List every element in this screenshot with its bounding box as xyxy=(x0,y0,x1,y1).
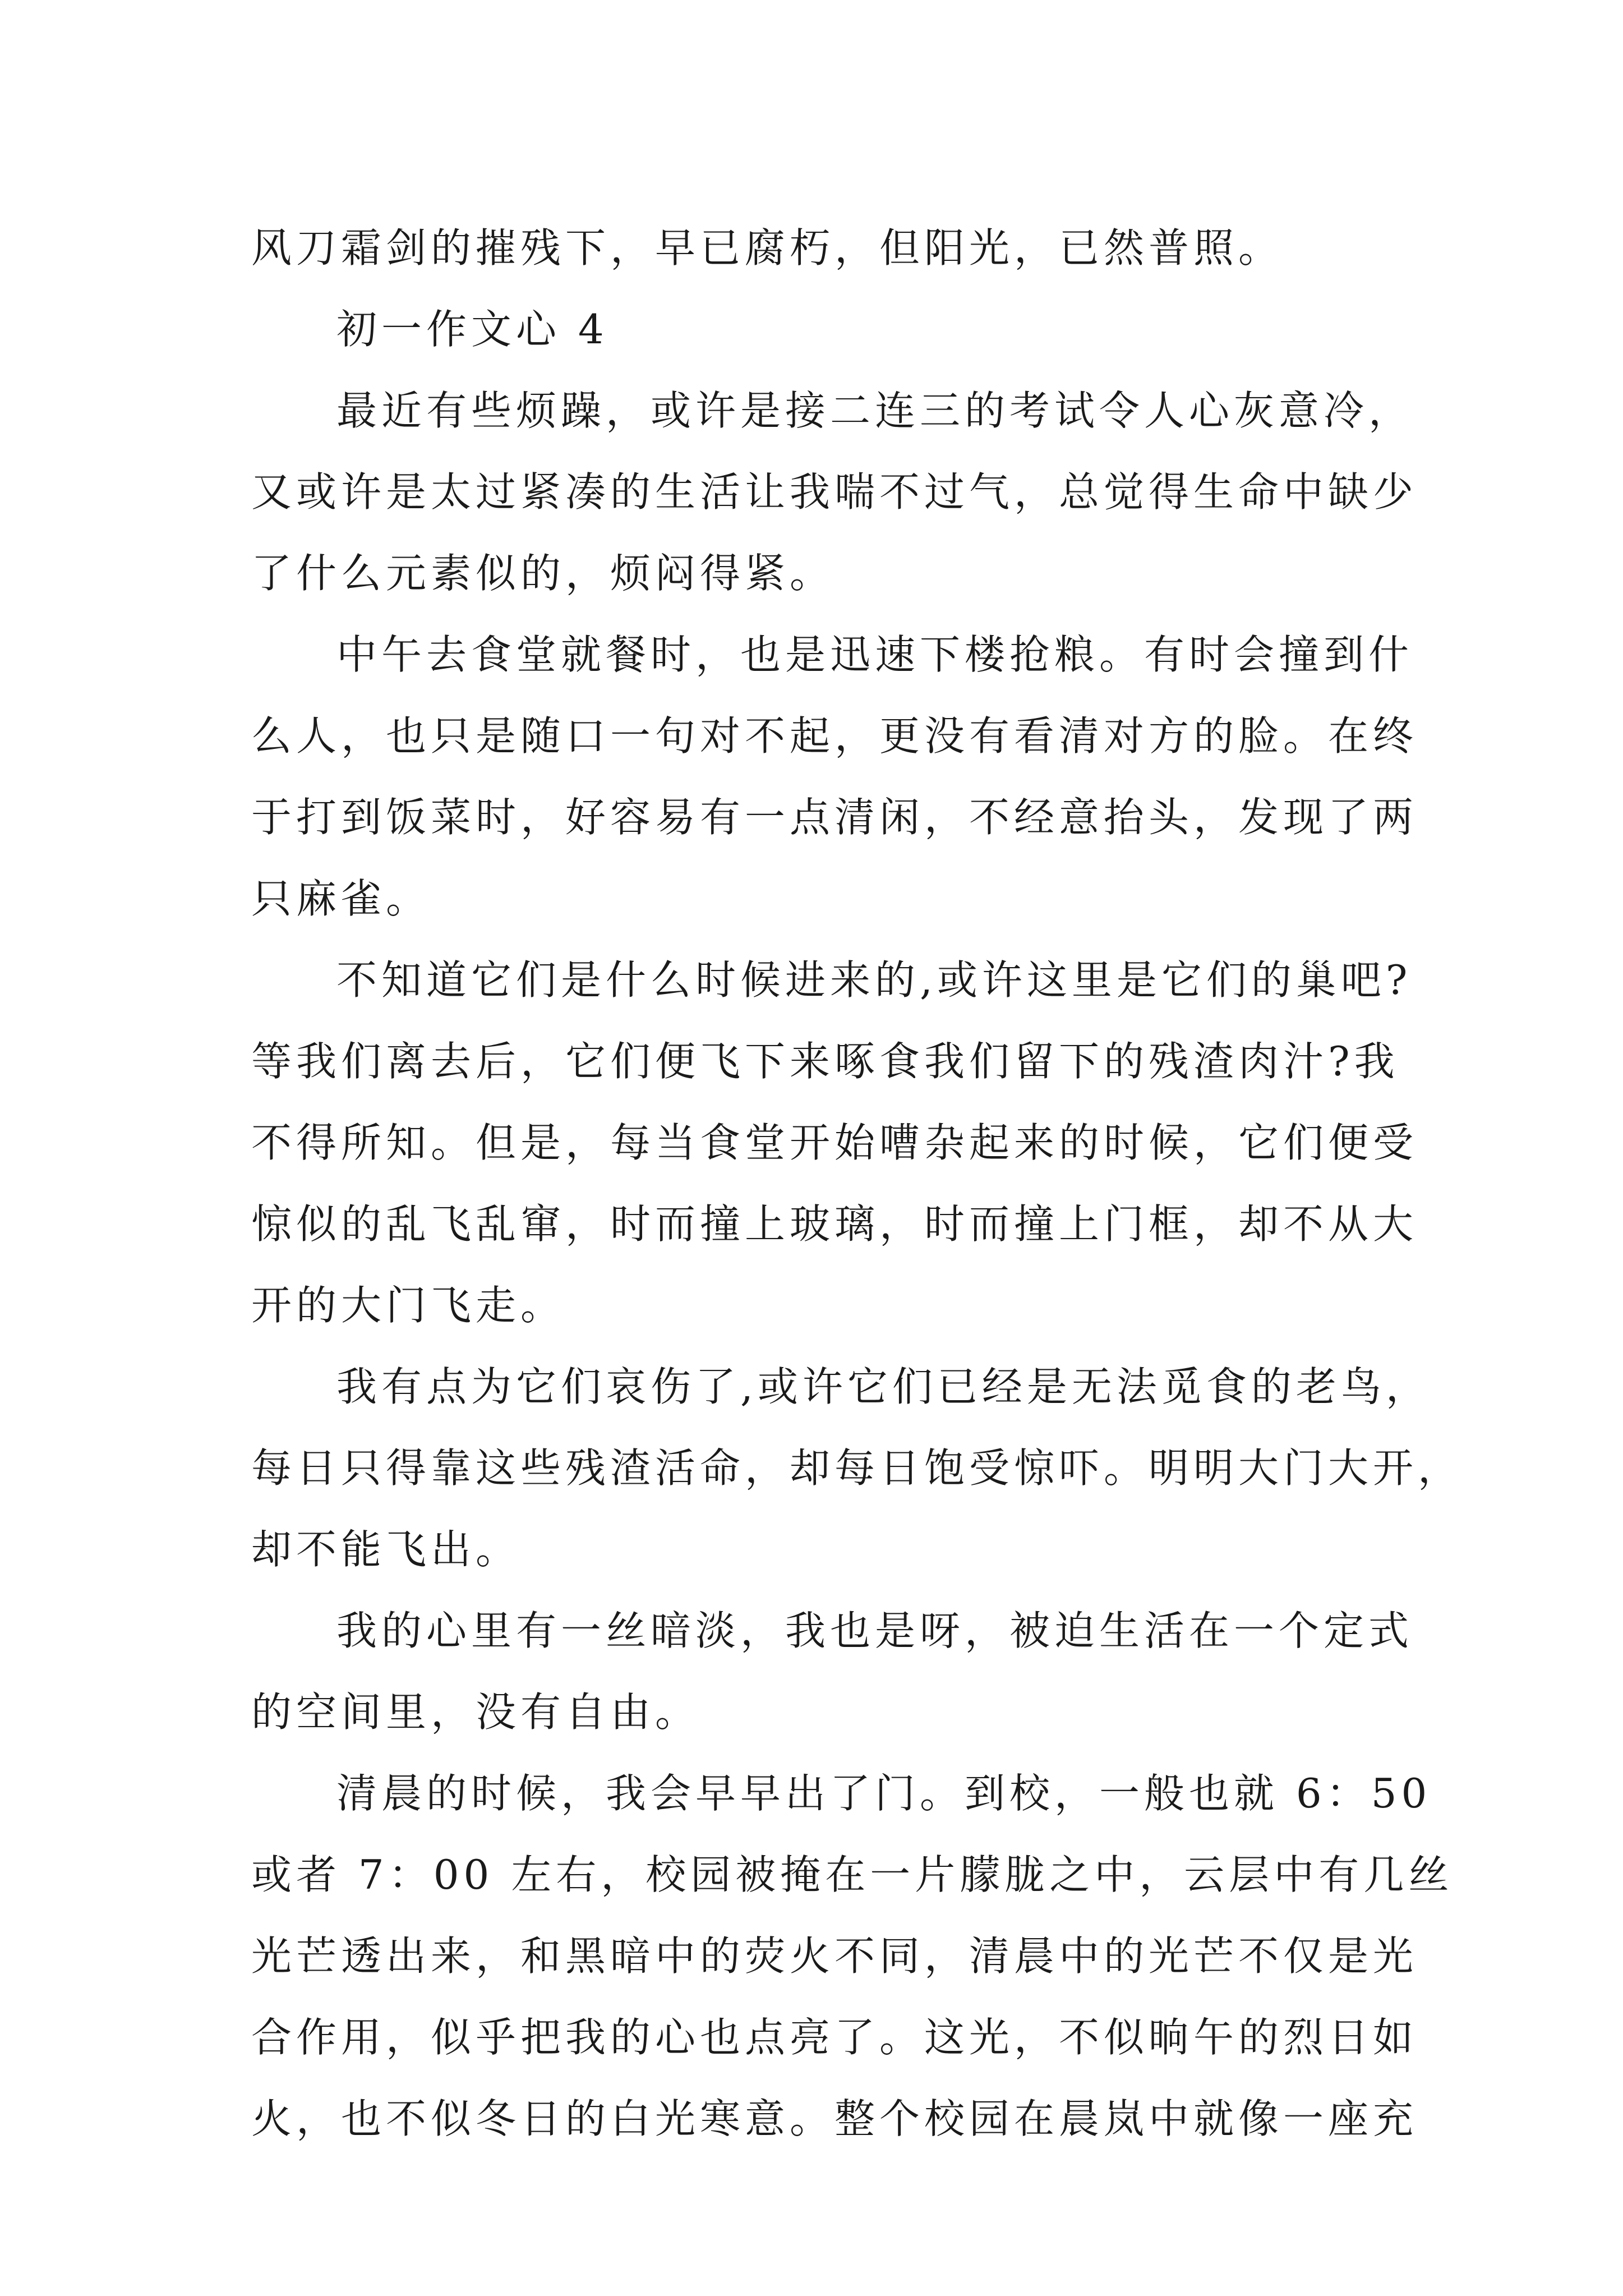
paragraph-line: 清晨的时候，我会早早出了门。到校，一般也就 6：50 xyxy=(336,1770,1432,1817)
paragraph-line: 每日只得靠这些残渣活命，却每日饱受惊吓。明明大门大开， xyxy=(251,1444,1463,1492)
paragraph-line: 么人，也只是随口一句对不起，更没有看清对方的脸。在终 xyxy=(251,712,1418,760)
paragraph-line: 又或许是太过紧凑的生活让我喘不过气，总觉得生命中缺少 xyxy=(251,468,1418,516)
paragraph-line: 只麻雀。 xyxy=(251,875,431,922)
paragraph-line: 不得所知。但是，每当食堂开始嘈杂起来的时候，它们便受 xyxy=(251,1119,1418,1166)
paragraph-line: 合作用，似乎把我的心也点亮了。这光，不似晌午的烈日如 xyxy=(251,2014,1418,2061)
paragraph-2 xyxy=(251,614,1418,940)
paragraph-line: 等我们离去后，它们便飞下来啄食我们留下的残渣肉汁?我 xyxy=(251,1038,1399,1085)
paragraph-3 xyxy=(251,940,1418,1346)
paragraph-line: 了什么元素似的，烦闷得紧。 xyxy=(251,550,835,597)
document-body xyxy=(251,208,1463,2160)
paragraph-line: 光芒透出来，和黑暗中的荧火不同，清晨中的光芒不仅是光 xyxy=(251,1932,1418,1980)
paragraph-1 xyxy=(251,370,1418,614)
paragraph-5 xyxy=(251,1590,1414,1753)
paragraph-line: 火，也不似冬日的白光寒意。整个校园在晨岚中就像一座充 xyxy=(251,2095,1418,2142)
paragraph-line: 不知道它们是什么时候进来的,或许这里是它们的巢吧? xyxy=(336,956,1412,1004)
paragraph-line: 中午去食堂就餐时，也是迅速下楼抢粮。有时会撞到什 xyxy=(336,631,1414,678)
paragraph-line: 于打到饭菜时，好容易有一点清闲，不经意抬头，发现了两 xyxy=(251,794,1418,841)
section-heading: 初一作文心 4 xyxy=(336,306,608,353)
paragraph-line: 却不能飞出。 xyxy=(251,1526,521,1573)
paragraph-line: 的空间里，没有自由。 xyxy=(251,1688,700,1736)
paragraph-4 xyxy=(251,1346,1463,1590)
paragraph-line: 最近有些烦躁，或许是接二连三的考试令人心灰意冷， xyxy=(336,387,1414,434)
paragraph-line: 惊似的乱飞乱窜，时而撞上玻璃，时而撞上门框，却不从大 xyxy=(251,1200,1418,1248)
paragraph-6 xyxy=(251,1753,1454,2160)
fragment-line: 风刀霜剑的摧残下，早已腐朽，但阳光，已然普照。 xyxy=(251,224,1284,272)
paragraph-line: 我的心里有一丝暗淡，我也是呀，被迫生活在一个定式 xyxy=(336,1607,1414,1654)
paragraph-line: 开的大门飞走。 xyxy=(251,1282,566,1329)
paragraph-line: 我有点为它们哀伤了,或许它们已经是无法觅食的老鸟， xyxy=(336,1363,1431,1410)
paragraph-line: 或者 7：00 左右，校园被掩在一片朦胧之中，云层中有几丝 xyxy=(251,1851,1454,1898)
